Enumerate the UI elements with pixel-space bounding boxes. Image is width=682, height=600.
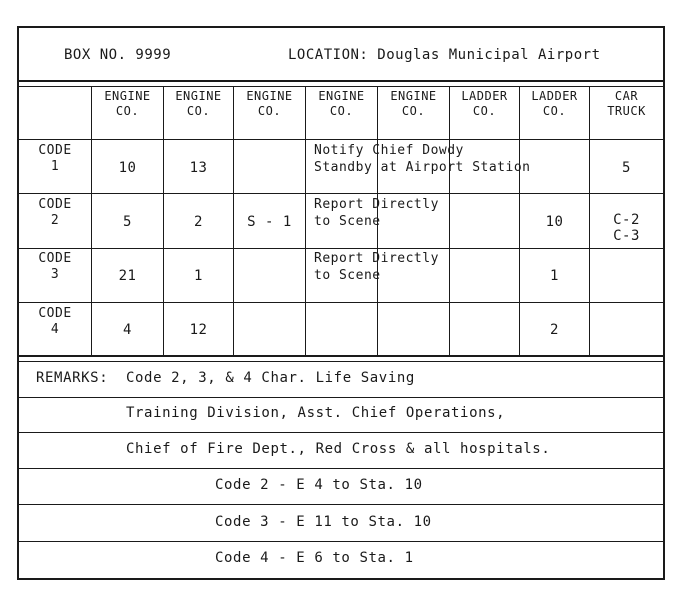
remarks-hline: [17, 541, 665, 542]
row-note: Report Directly: [314, 251, 439, 266]
column-header: ENGINE CO.: [246, 89, 293, 118]
remarks-line: Training Division, Asst. Chief Operations,: [126, 405, 506, 421]
car-truck-value: 5: [622, 160, 631, 176]
border-bottom: [17, 578, 665, 580]
ladder-value: 10: [545, 214, 564, 230]
engine-value: 5: [123, 214, 132, 230]
remarks-hline: [17, 432, 665, 433]
engine-value: 2: [194, 214, 203, 230]
remarks-line: Code 2, 3, & 4 Char. Life Saving: [126, 370, 415, 386]
grid-hline: [17, 193, 665, 194]
column-header: ENGINE CO.: [318, 89, 365, 118]
remarks-line: Code 2 - E 4 to Sta. 10: [215, 477, 423, 493]
column-header: ENGINE CO.: [175, 89, 222, 118]
remarks-line: Code 4 - E 6 to Sta. 1: [215, 550, 414, 566]
grid-vline: [305, 86, 306, 356]
location: LOCATION: Douglas Municipal Airport: [288, 47, 601, 63]
column-header: LADDER CO.: [461, 89, 508, 118]
remarks-hline: [17, 468, 665, 469]
remarks-label: REMARKS:: [36, 370, 109, 386]
border-top: [17, 26, 665, 28]
remarks-line: Code 3 - E 11 to Sta. 10: [215, 514, 432, 530]
remarks-hline: [17, 397, 665, 398]
column-header: CAR TRUCK: [607, 89, 646, 118]
grid-bottom: [17, 355, 665, 357]
border-left: [17, 26, 19, 580]
header-divider-inner: [17, 86, 665, 87]
engine-value: 4: [123, 322, 132, 338]
row-note: Standby at Airport Station: [314, 160, 531, 175]
remarks-hline: [17, 504, 665, 505]
row-note: Notify Chief Dowdy: [314, 143, 464, 158]
grid-vline: [449, 86, 450, 356]
row-note: Report Directly: [314, 197, 439, 212]
header-divider: [17, 80, 665, 82]
engine-value: 21: [118, 268, 137, 284]
car-truck-value: C-2 C-3: [613, 212, 640, 244]
engine-value: S - 1: [247, 214, 292, 230]
engine-value: 12: [189, 322, 208, 338]
grid-hline: [17, 139, 665, 140]
ladder-value: 1: [550, 268, 559, 284]
engine-value: 13: [189, 160, 208, 176]
grid-bottom-inner: [17, 361, 665, 362]
grid-hline: [17, 248, 665, 249]
box-number: BOX NO. 9999: [64, 47, 172, 63]
code-label: CODE 3: [38, 251, 72, 282]
code-label: CODE 4: [38, 306, 72, 337]
code-label: CODE 1: [38, 143, 72, 174]
column-header: ENGINE CO.: [104, 89, 151, 118]
ladder-value: 2: [550, 322, 559, 338]
row-note: to Scene: [314, 268, 381, 283]
column-header: LADDER CO.: [531, 89, 578, 118]
row-note: to Scene: [314, 214, 381, 229]
column-header: ENGINE CO.: [390, 89, 437, 118]
engine-value: 10: [118, 160, 137, 176]
engine-value: 1: [194, 268, 203, 284]
remarks-line: Chief of Fire Dept., Red Cross & all hospitals.: [126, 441, 551, 457]
grid-hline: [17, 302, 665, 303]
code-label: CODE 2: [38, 197, 72, 228]
border-right: [663, 26, 665, 580]
